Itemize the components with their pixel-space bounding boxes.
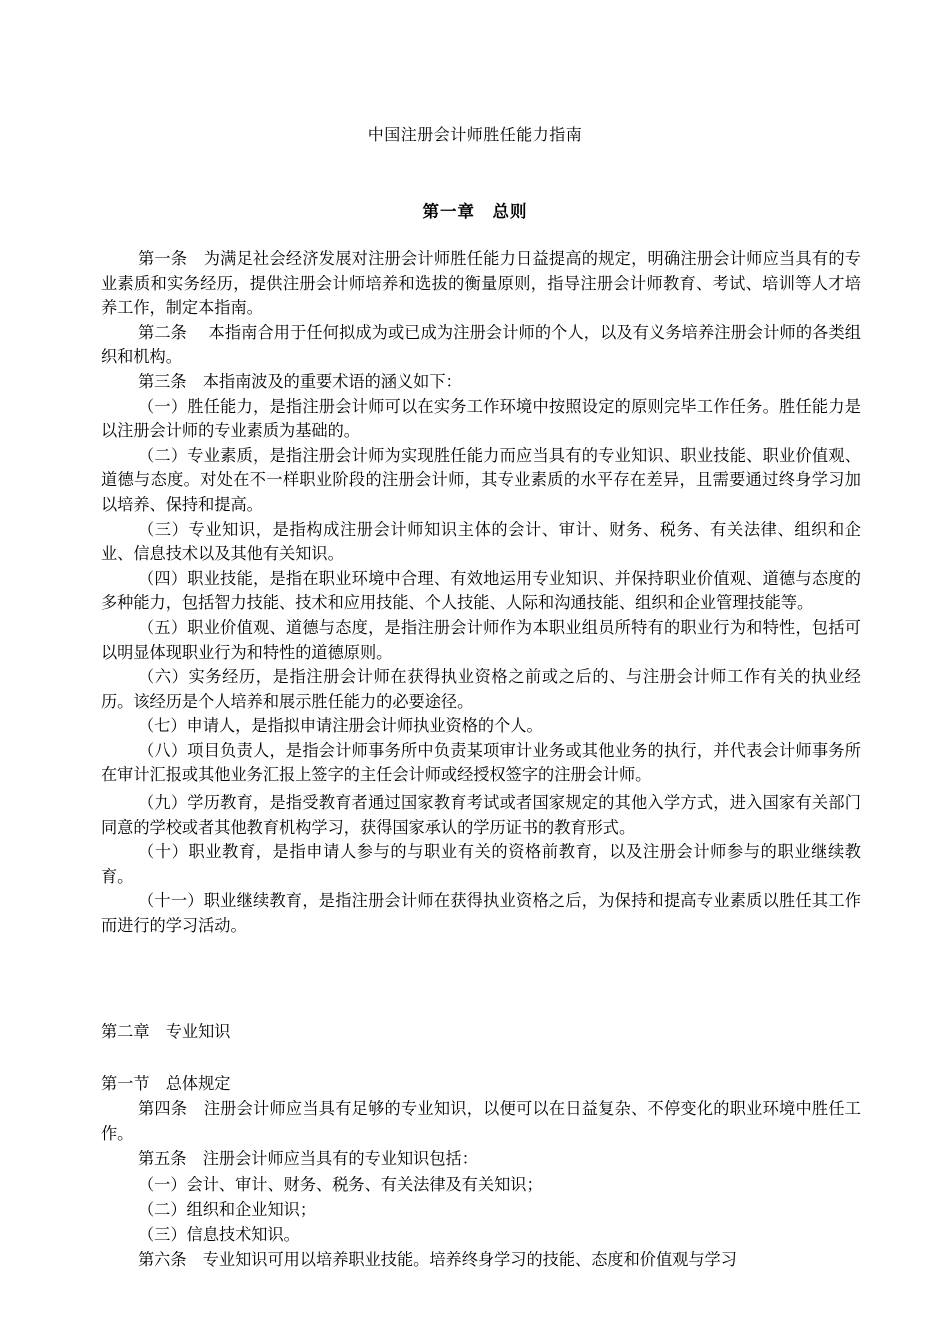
term-8: （八）项目负责人，是指会计师事务所中负责某项审计业务或其他业务的执行，并代表会计师事务所在审计汇报或其他业务汇报上签字的主任会计师或经授权签字的注册会计师。 — [101, 740, 861, 785]
term-3: （三）专业知识，是指构成注册会计师知识主体的会计、审计、财务、税务、有关法律、组织和企业、信息技术以及其他有关知识。 — [101, 519, 861, 564]
chapter-1-heading: 第一章 总则 — [422, 202, 528, 221]
term-1: （一）胜任能力，是指注册会计师可以在实务工作环境中按照设定的原则完毕工作任务。胜任能力是以注册会计师的专业素质为基础的。 — [101, 396, 861, 441]
term-6: （六）实务经历，是指注册会计师在获得执业资格之前或之后的、与注册会计师工作有关的执业经历。该经历是个人培养和展示胜任能力的必要途径。 — [101, 667, 861, 711]
section-1-body — [101, 1096, 861, 1272]
knowledge-item-3: （三）信息技术知识。 — [138, 1225, 300, 1245]
term-9: （九）学历教育，是指受教育者通过国家教育考试或者国家规定的其他入学方式，进入国家有关部门同意的学校或者其他教育机构学习，获得国家承认的学历证书的教育形式。 — [101, 793, 861, 837]
article-2: 第二条 本指南合用于任何拟成为或已成为注册会计师的个人，以及有义务培养注册会计师的各类组织和机构。 — [101, 322, 861, 367]
term-11: （十一）职业继续教育，是指注册会计师在获得执业资格之后，为保持和提高专业素质以胜任其工作而进行的学习活动。 — [101, 891, 861, 936]
term-4: （四）职业技能，是指在职业环境中合理、有效地运用专业知识、并保持职业价值观、道德与态度的多种能力，包括智力技能、技术和应用技能、个人技能、人际和沟通技能、组织和企业管理技能等。 — [101, 568, 861, 613]
article-6: 第六条 专业知识可用以培养职业技能。培养终身学习的技能、态度和价值观与学习 — [138, 1250, 737, 1270]
article-5: 第五条 注册会计师应当具有的专业知识包括： — [138, 1149, 478, 1169]
knowledge-item-2: （二）组织和企业知识； — [138, 1199, 317, 1219]
document-title: 中国注册会计师胜任能力指南 — [367, 125, 583, 144]
term-2: （二）专业素质，是指注册会计师为实现胜任能力而应当具有的专业知识、职业技能、职业价值观、道德与态度。对处在不一样职业阶段的注册会计师，其专业素质的水平存在差异，且需要通过终身学习加以培养、保持和提高。 — [101, 445, 861, 514]
knowledge-item-1: （一）会计、审计、财务、税务、有关法律及有关知识； — [138, 1174, 543, 1194]
section-1-heading: 第一节 总体规定 — [101, 1074, 231, 1093]
chapter-1-body — [101, 247, 861, 939]
article-3: 第三条 本指南波及的重要术语的涵义如下： — [138, 371, 462, 391]
term-5: （五）职业价值观、道德与态度，是指注册会计师作为本职业组员所特有的职业行为和特性，包括可以明显体现职业行为和特性的道德原则。 — [101, 617, 861, 662]
article-1: 第一条 为满足社会经济发展对注册会计师胜任能力日益提高的规定，明确注册会计师应当具有的专业素质和实务经历，提供注册会计师培养和选拔的衡量原则，指导注册会计师教育、考试、培训等人才培养工作，制定本指南。 — [101, 249, 861, 318]
term-7: （七）申请人，是指拟申请注册会计师执业资格的个人。 — [138, 716, 543, 736]
article-4: 第四条 注册会计师应当具有足够的专业知识，以便可以在日益复杂、不停变化的职业环境中胜任工作。 — [101, 1099, 861, 1144]
chapter-2-heading: 第二章 专业知识 — [101, 1022, 231, 1041]
term-10: （十）职业教育，是指申请人参与的与职业有关的资格前教育，以及注册会计师参与的职业继续教育。 — [101, 842, 861, 886]
